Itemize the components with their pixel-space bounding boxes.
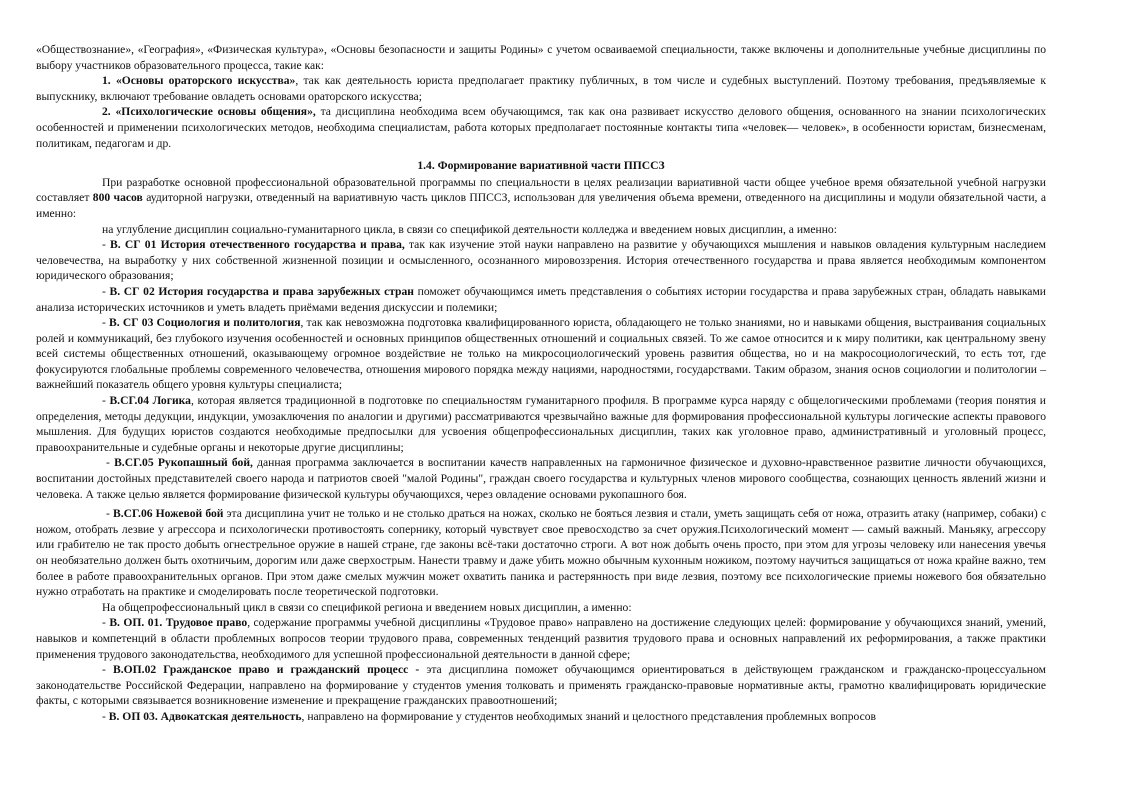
list-dash: - <box>102 663 113 677</box>
bold-term: В.СГ.05 Рукопашный бой, <box>114 456 253 470</box>
paragraph-sg05 <box>36 455 1046 502</box>
paragraph-text: аудиторной нагрузки, отведенный на вариативную часть циклов ППССЗ, использован для увеличения объема времени, отведенного на дисциплины и модули обязательной части, а именно: <box>36 191 1046 220</box>
paragraph-sg03 <box>36 315 1046 393</box>
bold-term: В.ОП.02 Гражданское право и гражданский процесс - <box>113 663 420 677</box>
bold-term: 2. «Психологические основы общения», <box>102 105 316 119</box>
paragraph-sg04 <box>36 393 1046 455</box>
paragraph-text: , так как деятельность юриста предполагает практику публичных, в том числе и судебных выступлений. Поэтому требования, предъявляемые к выпускнику, включают требование овладеть основами ораторского искусства; <box>36 74 1046 103</box>
paragraph-text: На общепрофессиональный цикл в связи со спецификой региона и введением новых дисциплин, а именно: <box>102 600 632 614</box>
paragraph-disciplines-intro <box>36 42 1046 73</box>
paragraph-text: При разработке основной профессиональной образовательной программы по специальности в целях реализации вариативной части общее учебное время обязательной учебной нагрузки составляет <box>36 175 1046 205</box>
bold-term: В. ОП 03. Адвокатская деятельность <box>108 709 302 723</box>
paragraph-oratory <box>36 73 1046 104</box>
paragraph-op03 <box>36 709 1046 725</box>
list-dash: - <box>102 316 110 330</box>
bold-term: В. ОП. 01. Трудовое право <box>109 616 248 630</box>
list-dash: - <box>106 507 113 521</box>
list-dash: - <box>102 238 111 252</box>
document-body <box>36 42 1046 725</box>
list-dash: - <box>102 616 110 630</box>
paragraph-sg01 <box>36 237 1046 284</box>
paragraph-text: на углубление дисциплин социально-гуманитарного цикла, в связи со спецификой деятельности колледжа и введением новых дисциплин, а именно: <box>102 222 837 236</box>
bold-term: В.СГ.06 Ножевой бой <box>112 507 224 521</box>
list-dash: - <box>102 284 110 298</box>
paragraph-text: эта дисциплина поможет обучающимся ориентироваться в действующем гражданском и гражданско-процессуальном законодательстве Российской Федерации, направлено на формирование у студентов умения толковать и применять гражданско-правовые нормативные акты, грамотно квалифицировать юридические факты, с которыми связывается возникновение изменение и прекращение гражданских правоотношений; <box>36 663 1046 708</box>
list-dash: - <box>102 394 110 408</box>
paragraph-text: «Обществознание», «География», «Физическая культура», «Основы безопасности и защиты Родины» с учетом осваиваемой специальности, также включены и дополнительные учебные дисциплины по выбору участников образовательного процесса, такие как: <box>36 43 1046 72</box>
paragraph-text: , так как невозможна подготовка квалифицированного юриста, обладающего не только знаниями, но и навыками общения, выстраивания социальных ролей и коммуникаций, без глубокого изучения особенностей и основных принципов общественных отношений и социальных связей. То же самое относится и к миру политики, как центральному звену всей системы общественных отношений, оказывающему огромное воздействие не только на микросоциологический уровень развития общества, но и на макросоциологический, то есть тот, где фокусируются глобальные проблемы современного человечества, отношения мирового порядка между нациями, народностями, государствами. Таким образом, знания основ социологии и политологии – важнейший показатель общего уровня культуры специалиста; <box>36 316 1046 392</box>
paragraph-humanities-cycle <box>36 222 1046 238</box>
paragraph-professional-cycle <box>36 600 1046 616</box>
paragraph-text: та дисциплина необходима всем обучающимся, так как она развивает искусство делового общения, основанного на знании психологических особенностей и применении психологических методов, необходима специалистам, работа которых предполагает постоянные контакты типа «человек— человек», в особенности юристам, бизнесменам, политикам, педагогам и др. <box>36 105 1046 150</box>
bold-term: В. СГ 02 История государства и права зарубежных стран <box>109 284 414 298</box>
bold-term: В. СГ 01 История отечественного государства и права, <box>110 238 405 252</box>
paragraph-op01 <box>36 615 1046 662</box>
paragraph-sg02 <box>36 284 1046 315</box>
list-dash: - <box>102 709 109 723</box>
paragraph-text: , направлено на формирование у студентов необходимых знаний и целостного представления проблемных вопросов <box>301 709 877 723</box>
paragraph-text: , содержание программы учебной дисциплины «Трудовое право» направлено на достижение следующих целей: формирование у обучающихся знаний, умений, навыков и компетенций в области проблемных вопросов теории трудового права, современных тенденций развития трудового права и основных направлений их реформирования, а также практики применения трудового законодательства, необходимого для успешной профессиональной деятельности в данной сфере; <box>36 616 1046 661</box>
paragraph-sg06 <box>36 506 1046 600</box>
paragraph-variative-intro <box>36 175 1046 222</box>
list-dash: - <box>106 456 115 470</box>
paragraph-text: данная программа заключается в воспитании качеств направленных на гармоничное физическое и духовно-нравственное развитие личности обучающихся, воспитании достойных представителей своего народа и патриотов своей "малой Родины", граждан своего государства и культурных членов мирового сообщества, сознающих ценность явлений жизни и человека. А также целью является формирование физической культуры обучающихся, через овладение основами рукопашного боя. <box>36 456 1047 501</box>
bold-term: В. СГ 03 Социология и политология <box>109 316 301 330</box>
paragraph-op02 <box>36 662 1046 709</box>
section-heading: 1.4. Формирование вариативной части ППССЗ <box>417 159 665 173</box>
bold-term: В.СГ.04 Логика <box>109 394 191 408</box>
bold-term: 1. «Основы ораторского искусства» <box>102 74 296 88</box>
bold-term: 800 часов <box>92 191 143 205</box>
paragraph-text: , которая является традиционной в подготовке по специальностям гуманитарного профиля. В программе курса наряду с общелогическими проблемами (теория понятия и определения, методы дедукции, индукции, умозаключения по аналогии и другими) рассматриваются чрезвычайно важные для формирования профессиональной культуры логические аспекты правового мышления. Для будущих юристов создаются необходимые предпосылки для усвоения общепрофессиональных дисциплин, таких как уголовное право, административный и уголовный процесс, правоохранительные и судебные органы и некоторые другие дисциплины; <box>36 394 1046 454</box>
paragraph-text: так как изучение этой науки направлено на развитие у обучающихся мышления и навыков овладения культурным наследием человечества, на выработку у них собственной жизненной позиции и осмысленного, осознанного мировоззрения. История отечественного государства и права является необходимым компонентом юридического образования; <box>36 238 1046 283</box>
paragraph-text: эта дисциплина учит не только и не столько драться на ножах, сколько не бояться лезвия и стали, уметь защищать себя от ножа, отразить атаку (например, собаки) с ножом, отобрать лезвие у агрессора и психологически противостоять сопернику, который чувствует свое превосходство за счет оружия.Психологический момент — самый важный. Маньяку, агрессору или грабителю не так просто добыть огнестрельное оружие в нашей стране, где законы всё-таки достаточно строги. А вот нож добыть очень просто, при этом для угрозы человеку или нанесения увечья он необязательно должен быть охотничьим, дорогим или даже сверхострым. Нанести травму и даже убить можно обычным кухонным ножиком, поэтому научиться защищаться от ножа крайне важно, тем более в работе правоохранительных органов. При этом даже смелых мужчин может охватить паника и растерянность при виде лезвия, поэтому все психологические приемы ножевого боя обязательно нужно отработать на практике и смоделировать после теоретической подготовки. <box>36 507 1046 599</box>
paragraph-text: поможет обучающимся иметь представления о событиях истории государства и права зарубежных стран, обладать навыками анализа исторических источников и уметь владеть приёмами ведения дискуссии и полемики; <box>36 284 1046 314</box>
paragraph-psychology <box>36 104 1046 151</box>
